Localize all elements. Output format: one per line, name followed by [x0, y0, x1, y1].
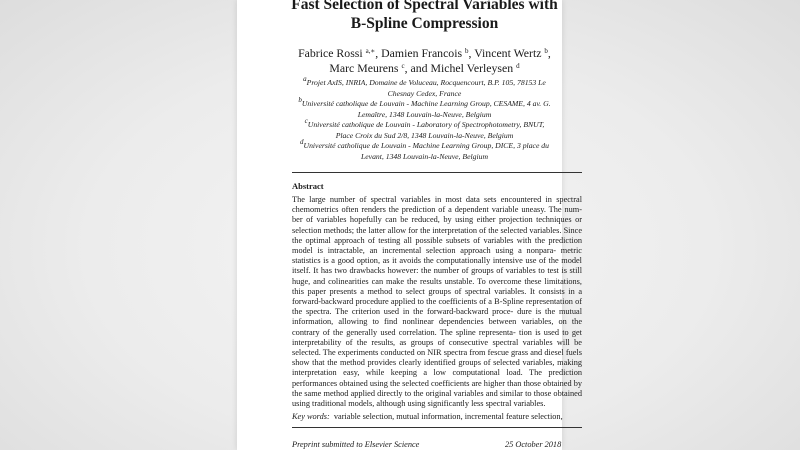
abstract-body [292, 195, 582, 409]
affil-line: Université catholique de Louvain - Machine Learning Group, CESAME, 4 av. G. [301, 99, 551, 108]
affil-mark: c [304, 117, 308, 125]
author-list [237, 46, 612, 76]
author-affil-mark: b [544, 47, 548, 55]
author-affil-mark: b [465, 47, 469, 55]
affil-mark: b [298, 96, 302, 104]
keywords-text: variable selection, mutual information, incremental feature selection, [333, 412, 563, 421]
keywords [292, 412, 582, 421]
affil-line: Lemaître, 1348 Louvain-la-Neuve, Belgium [357, 109, 492, 119]
author-name: Damien Francois [381, 46, 463, 60]
affil-line: Université catholique de Louvain - Machine Learning Group, DICE, 3 place du [303, 141, 549, 150]
abstract-text: The large number of spectral variables in most data sets encountered in spectral chemometrics often renders the prediction of a dependent variable uneasy. The num- ber of variables hopefully can be reduced, by using either projection techniques or selection methods; the latter allow for the interpretation of the selected variables. Since the optimal approach of testing all possible subsets of variables with the prediction model is intractable, an incremental selection approach using a nonpara- metric statistics is a good option, as it avoids the computationally intensive use of the model itself. It has two drawbacks however: the number of groups of variables to test is still huge, and colinearities can make the results unstable. To overcome these limitations, this paper presents a method to select groups of spectral variables. It consists in a forward-backward procedure applied to the coefficients of a B-Spline representation of the spectra. The criterion used in the forward-backward proce- dure is the mutual information, allowing to find nonlinear dependencies between variables, on the contrary of the generally used correlation. The spline representa- tion is used to get interpretability of the results, as groups of consecutive spectral variables will be selected. The experiments conducted on NIR spectra from fescue grass and diesel fuels show that the method provides clearly identified groups of selected variables, making interpretation easy, while keeping a low computational load. The prediction performances obtained using the selected coefficients are higher than those obtained by the same method applied directly to the original variables and similar to those obtained using traditional models, although using significantly less spectral variables. [292, 195, 583, 409]
affiliation-b [237, 96, 612, 120]
author-separator: , and [404, 61, 431, 75]
preprint-date: 25 October 2018 [505, 440, 562, 449]
author-name: Marc Meurens [329, 61, 399, 75]
affiliation-a [237, 75, 612, 99]
author-separator: , [375, 46, 382, 60]
authors-line-1 [237, 46, 612, 61]
author-name: Michel Verleysen [430, 61, 514, 75]
affil-line: Projet AxIS, INRIA, Domaine de Voluceau, Rocquencourt, B.P. 105, 78153 Le [306, 78, 546, 87]
title-line-2: B-Spline Compression [350, 15, 499, 32]
keywords-label: Key words: [292, 412, 330, 421]
affil-line: Université catholique de Louvain - Laboratory of Spectrophotometry, BNUT, [307, 120, 545, 129]
author-affil-mark: a,∗ [365, 47, 376, 55]
affil-mark: d [300, 138, 304, 146]
authors-line-2 [237, 61, 612, 76]
affil-line: Chesnay Cedex, France [387, 88, 462, 98]
preprint-note: Preprint submitted to Elsevier Science [292, 440, 420, 449]
abstract-bottom-rule [292, 427, 582, 428]
paper-page [237, 0, 583, 450]
affil-line: Levant, 1348 Louvain-la-Neuve, Belgium [360, 151, 489, 161]
affil-mark: a [303, 75, 307, 83]
affiliation-c [237, 117, 612, 141]
paper-title [237, 0, 612, 33]
author-name: Vincent Wertz [474, 46, 542, 60]
affil-line: Place Croix du Sud 2/8, 1348 Louvain-la-Neuve, Belgium [335, 130, 514, 140]
author-affil-mark: c [401, 62, 405, 70]
author-name: Fabrice Rossi [298, 46, 363, 60]
author-separator: , [547, 46, 551, 60]
author-affil-mark: d [516, 62, 520, 70]
author-separator: , [468, 46, 475, 60]
abstract-heading: Abstract [292, 181, 324, 191]
abstract-top-rule [292, 172, 582, 173]
affiliation-d [237, 138, 612, 162]
title-line-1: Fast Selection of Spectral Variables with [291, 0, 558, 13]
